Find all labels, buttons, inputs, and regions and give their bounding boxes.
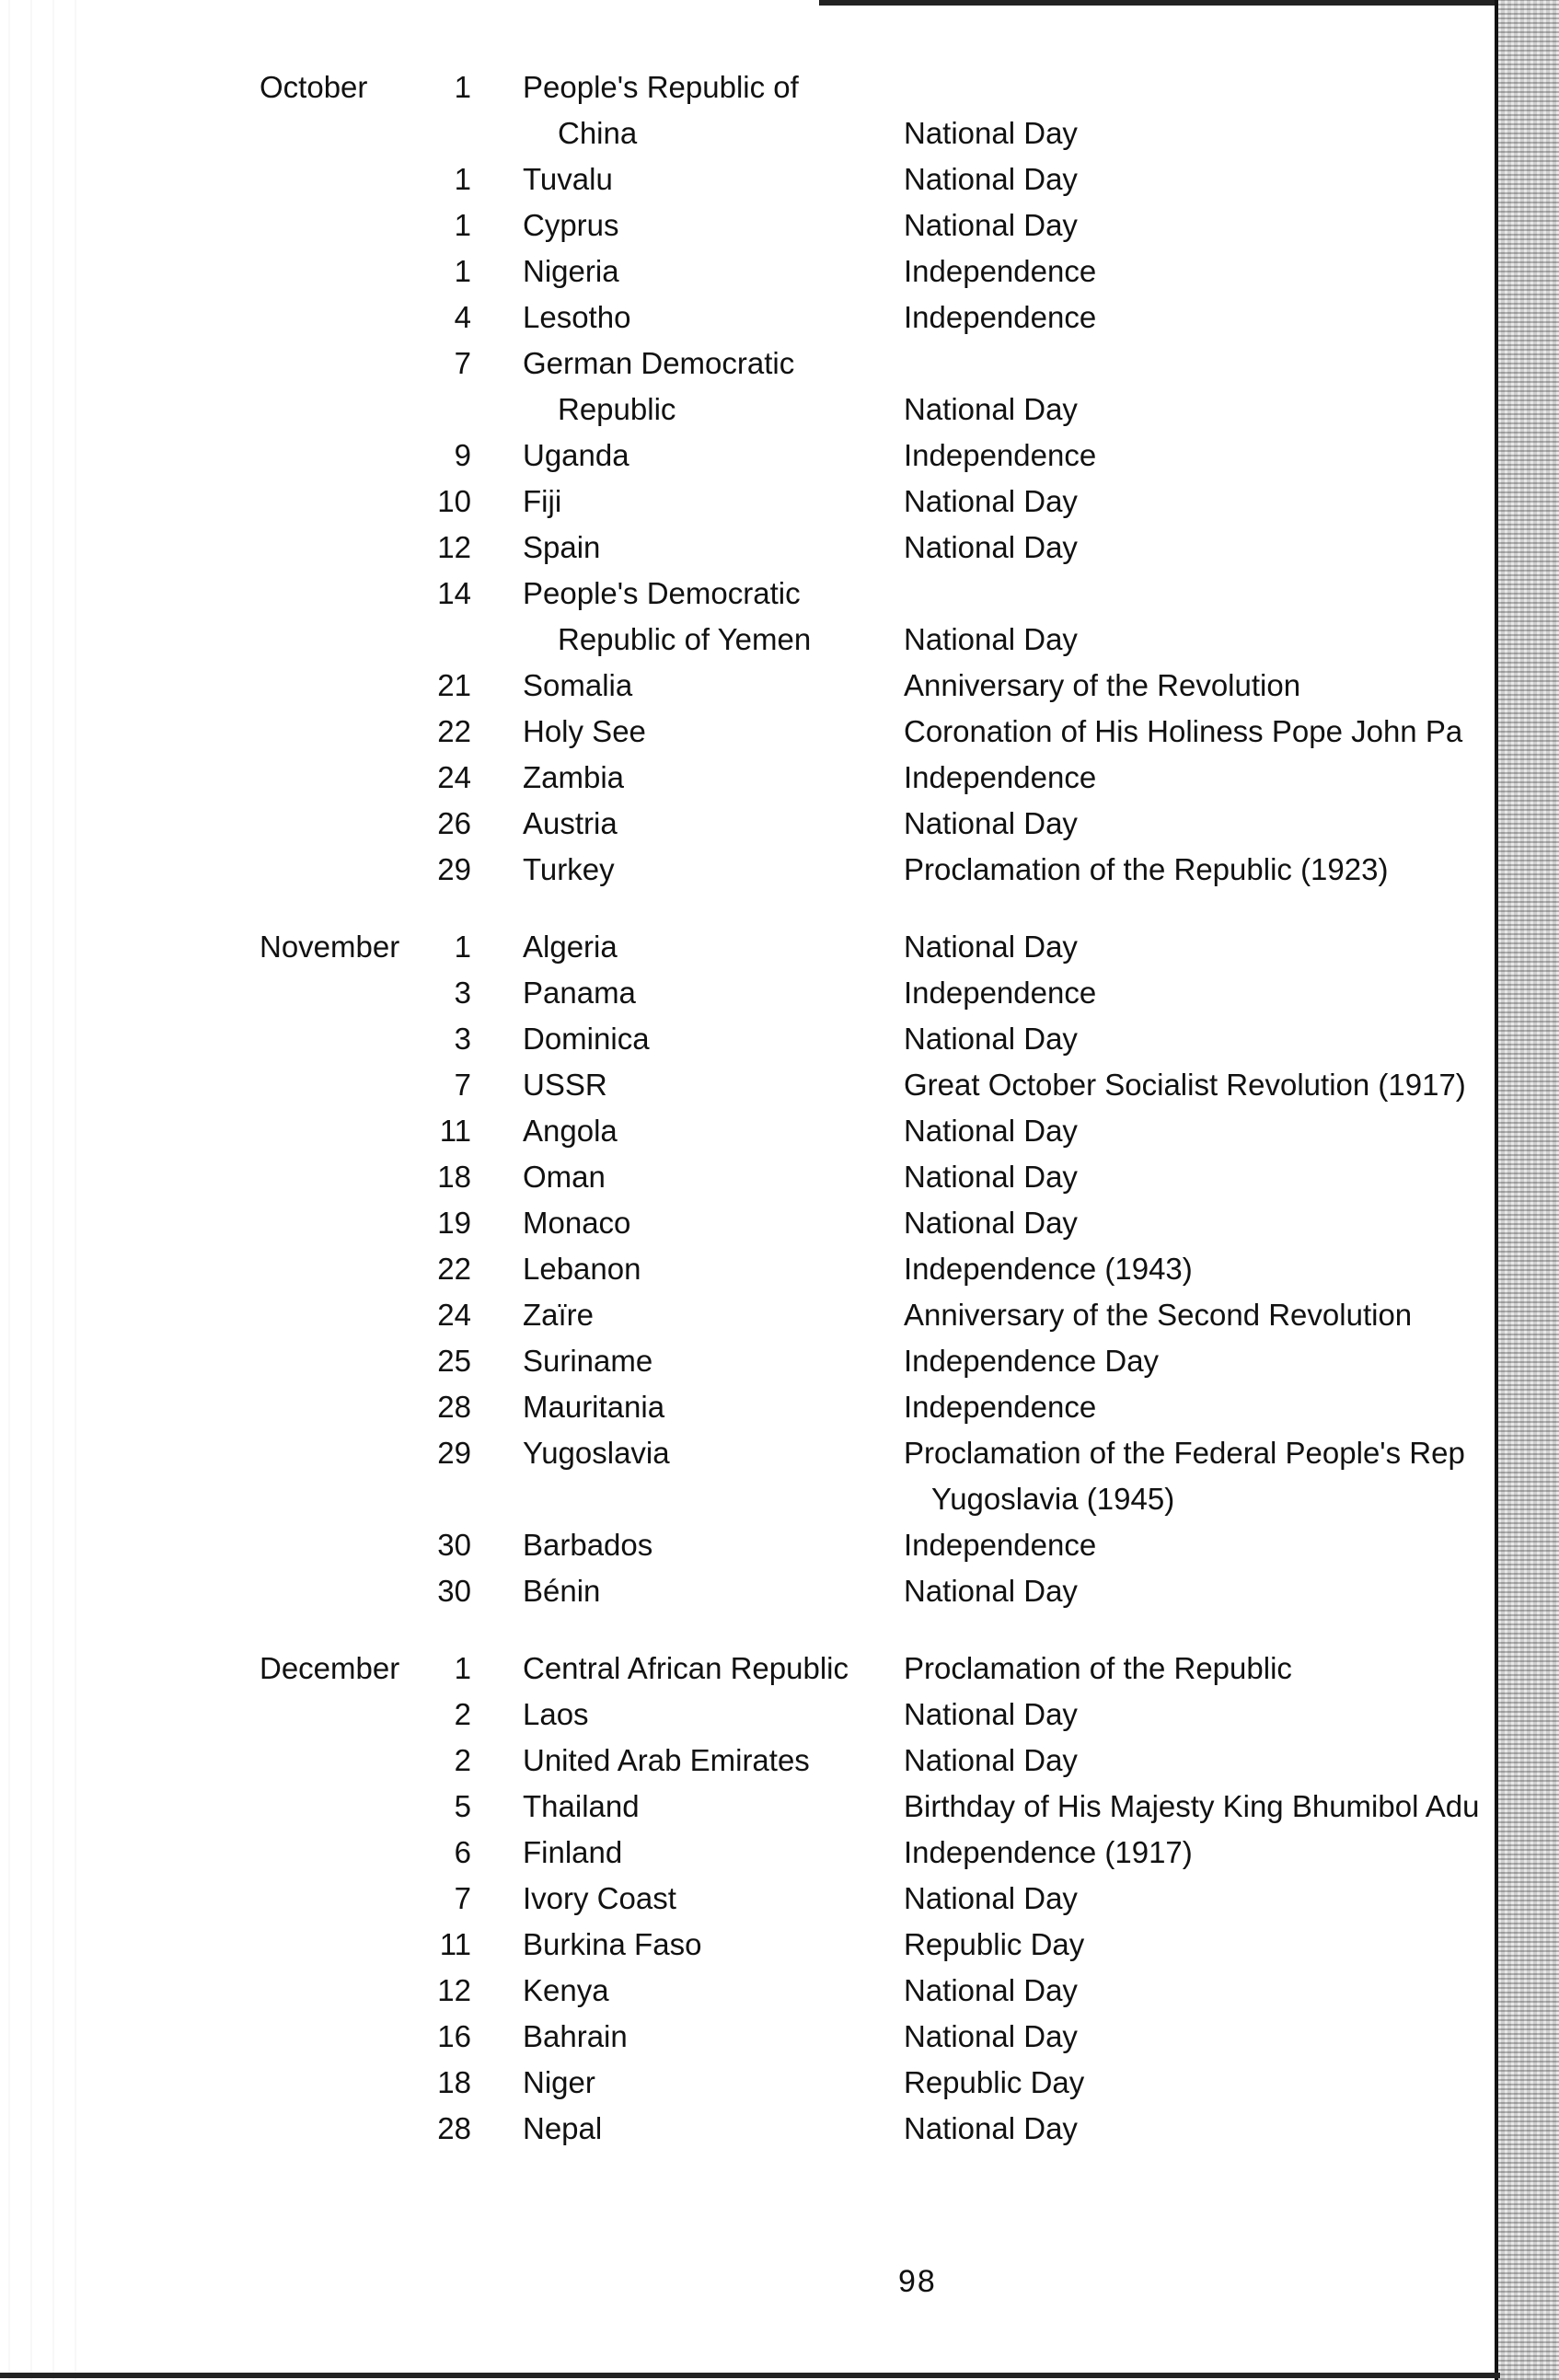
holiday-entry xyxy=(0,1292,1491,1338)
event-description: National Day xyxy=(904,1022,1078,1056)
holiday-entry xyxy=(0,1784,1491,1830)
country-name: Laos xyxy=(523,1697,589,1731)
country-name: People's Republic of xyxy=(523,70,799,104)
event-description: National Day xyxy=(904,2111,1078,2145)
day-number: 6 xyxy=(454,1835,471,1869)
country-name-continued: Republic of Yemen xyxy=(558,622,812,656)
holiday-entry xyxy=(0,1876,1491,1922)
day-number: 1 xyxy=(454,254,471,288)
book-binding-edge xyxy=(1495,0,1559,2380)
event-description: National Day xyxy=(904,1881,1078,1915)
day-number: 29 xyxy=(437,1436,471,1470)
country-name: Niger xyxy=(523,2065,595,2099)
country-name: Yugoslavia xyxy=(523,1436,670,1470)
holiday-entry xyxy=(0,663,1491,709)
day-number: 28 xyxy=(437,2111,471,2145)
day-number: 29 xyxy=(437,852,471,886)
day-number: 18 xyxy=(437,2065,471,2099)
event-description: National Day xyxy=(904,116,1078,150)
event-description: National Day xyxy=(904,1206,1078,1240)
holiday-entry xyxy=(0,295,1491,341)
event-description: National Day xyxy=(904,1973,1078,2007)
day-number: 25 xyxy=(437,1344,471,1378)
country-name: Lesotho xyxy=(523,300,631,334)
holiday-entry xyxy=(0,1922,1491,1968)
country-name: Panama xyxy=(523,976,636,1010)
event-description: National Day xyxy=(904,1114,1078,1148)
holiday-entry xyxy=(0,1522,1491,1568)
event-description: Proclamation of the Federal People's Rep xyxy=(904,1436,1465,1470)
holiday-entry xyxy=(0,479,1491,525)
country-name: Finland xyxy=(523,1835,623,1869)
day-number: 30 xyxy=(437,1574,471,1608)
day-number: 2 xyxy=(454,1697,471,1731)
holiday-entry xyxy=(0,202,1491,248)
event-description: National Day xyxy=(904,622,1078,656)
event-description: National Day xyxy=(904,484,1078,518)
country-name: Kenya xyxy=(523,1973,609,2007)
country-name: German Democratic xyxy=(523,346,795,380)
day-number: 22 xyxy=(437,714,471,748)
country-name: Somalia xyxy=(523,668,633,702)
holiday-entry xyxy=(0,2106,1491,2152)
holiday-entry xyxy=(0,1430,1491,1522)
holiday-entry xyxy=(0,801,1491,847)
event-description: Independence xyxy=(904,1528,1097,1562)
event-description: National Day xyxy=(904,208,1078,242)
event-description: Republic Day xyxy=(904,2065,1085,2099)
day-number: 14 xyxy=(437,576,471,610)
country-name: Bénin xyxy=(523,1574,601,1608)
event-description: National Day xyxy=(904,530,1078,564)
day-number: 9 xyxy=(454,438,471,472)
day-number: 1 xyxy=(454,70,471,104)
holiday-entry xyxy=(0,1384,1491,1430)
month-section xyxy=(0,1646,1491,2152)
event-description: Anniversary of the Revolution xyxy=(904,668,1301,702)
holiday-entry xyxy=(0,1016,1491,1062)
holiday-entry xyxy=(0,755,1491,801)
holiday-entry xyxy=(0,2060,1491,2106)
day-number: 30 xyxy=(437,1528,471,1562)
day-number: 7 xyxy=(454,1881,471,1915)
day-number: 7 xyxy=(454,346,471,380)
national-days-list xyxy=(0,64,1491,2183)
country-name: Cyprus xyxy=(523,208,619,242)
holiday-entry xyxy=(0,341,1491,433)
event-description: National Day xyxy=(904,2019,1078,2053)
event-description: Great October Socialist Revolution (1917) xyxy=(904,1068,1466,1102)
country-name: Dominica xyxy=(523,1022,650,1056)
country-name: Bahrain xyxy=(523,2019,628,2053)
day-number: 5 xyxy=(454,1789,471,1823)
event-description: National Day xyxy=(904,806,1078,840)
country-name: Nigeria xyxy=(523,254,619,288)
top-edge-rule xyxy=(819,0,1500,6)
country-name: Holy See xyxy=(523,714,646,748)
country-name: Nepal xyxy=(523,2111,603,2145)
month-section xyxy=(0,64,1491,893)
day-number: 3 xyxy=(454,976,471,1010)
holiday-entry xyxy=(0,1246,1491,1292)
country-name: Austria xyxy=(523,806,618,840)
holiday-entry xyxy=(0,1062,1491,1108)
event-description: National Day xyxy=(904,392,1078,426)
holiday-entry xyxy=(0,248,1491,295)
day-number: 10 xyxy=(437,484,471,518)
country-name: Ivory Coast xyxy=(523,1881,676,1915)
event-description: Independence xyxy=(904,976,1097,1010)
day-number: 19 xyxy=(437,1206,471,1240)
day-number: 7 xyxy=(454,1068,471,1102)
event-description: Proclamation of the Republic xyxy=(904,1651,1292,1685)
country-name: Barbados xyxy=(523,1528,653,1562)
country-name: Mauritania xyxy=(523,1390,665,1424)
country-name: People's Democratic xyxy=(523,576,801,610)
day-number: 11 xyxy=(439,1927,471,1961)
country-name: Burkina Faso xyxy=(523,1927,702,1961)
day-number: 4 xyxy=(454,300,471,334)
country-name: Zambia xyxy=(523,760,625,794)
event-description: Republic Day xyxy=(904,1927,1085,1961)
event-description: Anniversary of the Second Revolution xyxy=(904,1298,1413,1332)
event-description: National Day xyxy=(904,930,1078,964)
event-description: National Day xyxy=(904,162,1078,196)
country-name: Monaco xyxy=(523,1206,631,1240)
event-description: Independence xyxy=(904,1390,1097,1424)
holiday-entry xyxy=(0,433,1491,479)
country-name: Central African Republic xyxy=(523,1651,849,1685)
country-name: Uganda xyxy=(523,438,629,472)
day-number: 1 xyxy=(454,930,471,964)
event-description: Independence (1917) xyxy=(904,1835,1193,1869)
holiday-entry xyxy=(0,2014,1491,2060)
event-description: National Day xyxy=(904,1160,1078,1194)
holiday-entry xyxy=(0,64,1491,156)
country-name: Turkey xyxy=(523,852,615,886)
holiday-entry xyxy=(0,525,1491,571)
country-name-continued: Republic xyxy=(558,392,676,426)
country-name-continued: China xyxy=(558,116,638,150)
country-name: Spain xyxy=(523,530,601,564)
country-name: United Arab Emirates xyxy=(523,1743,810,1777)
holiday-entry xyxy=(0,1154,1491,1200)
event-description: Independence xyxy=(904,254,1097,288)
day-number: 2 xyxy=(454,1743,471,1777)
event-description: Independence xyxy=(904,438,1097,472)
event-description: Birthday of His Majesty King Bhumibol Adu xyxy=(904,1789,1480,1823)
holiday-entry xyxy=(0,1968,1491,2014)
event-description: Independence (1943) xyxy=(904,1252,1193,1286)
day-number: 21 xyxy=(437,668,471,702)
holiday-entry xyxy=(0,1646,1491,1692)
day-number: 1 xyxy=(454,162,471,196)
day-number: 22 xyxy=(437,1252,471,1286)
holiday-entry xyxy=(0,571,1491,663)
event-description: Proclamation of the Republic (1923) xyxy=(904,852,1389,886)
country-name: Algeria xyxy=(523,930,618,964)
day-number: 11 xyxy=(439,1114,471,1148)
month-label: November xyxy=(260,930,400,964)
event-description: National Day xyxy=(904,1743,1078,1777)
month-label: December xyxy=(260,1651,400,1685)
day-number: 18 xyxy=(437,1160,471,1194)
event-description-continued: Yugoslavia (1945) xyxy=(931,1482,1175,1516)
country-name: Oman xyxy=(523,1160,606,1194)
event-description: Independence xyxy=(904,760,1097,794)
day-number: 24 xyxy=(437,1298,471,1332)
day-number: 24 xyxy=(437,760,471,794)
day-number: 1 xyxy=(454,1651,471,1685)
day-number: 26 xyxy=(437,806,471,840)
country-name: Thailand xyxy=(523,1789,640,1823)
bottom-edge-rule xyxy=(0,2373,1500,2378)
holiday-entry xyxy=(0,970,1491,1016)
day-number: 3 xyxy=(454,1022,471,1056)
holiday-entry xyxy=(0,1200,1491,1246)
country-name: Tuvalu xyxy=(523,162,613,196)
event-description: Independence Day xyxy=(904,1344,1160,1378)
month-section xyxy=(0,924,1491,1614)
country-name: Zaïre xyxy=(523,1298,595,1332)
day-number: 12 xyxy=(437,1973,471,2007)
country-name: Lebanon xyxy=(523,1252,641,1286)
day-number: 1 xyxy=(454,208,471,242)
holiday-entry xyxy=(0,1692,1491,1738)
event-description: National Day xyxy=(904,1697,1078,1731)
day-number: 12 xyxy=(437,530,471,564)
holiday-entry xyxy=(0,1830,1491,1876)
country-name: Angola xyxy=(523,1114,618,1148)
day-number: 28 xyxy=(437,1390,471,1424)
country-name: Suriname xyxy=(523,1344,653,1378)
country-name: Fiji xyxy=(523,484,562,518)
holiday-entry xyxy=(0,709,1491,755)
holiday-entry xyxy=(0,924,1491,970)
holiday-entry xyxy=(0,1108,1491,1154)
month-label: October xyxy=(260,70,368,104)
holiday-entry xyxy=(0,1738,1491,1784)
holiday-entry xyxy=(0,156,1491,202)
day-number: 16 xyxy=(437,2019,471,2053)
holiday-entry xyxy=(0,847,1491,893)
event-description: Coronation of His Holiness Pope John Pa xyxy=(904,714,1463,748)
country-name: USSR xyxy=(523,1068,607,1102)
event-description: National Day xyxy=(904,1574,1078,1608)
page-number: 98 xyxy=(898,2264,937,2299)
event-description: Independence xyxy=(904,300,1097,334)
holiday-entry xyxy=(0,1568,1491,1614)
holiday-entry xyxy=(0,1338,1491,1384)
